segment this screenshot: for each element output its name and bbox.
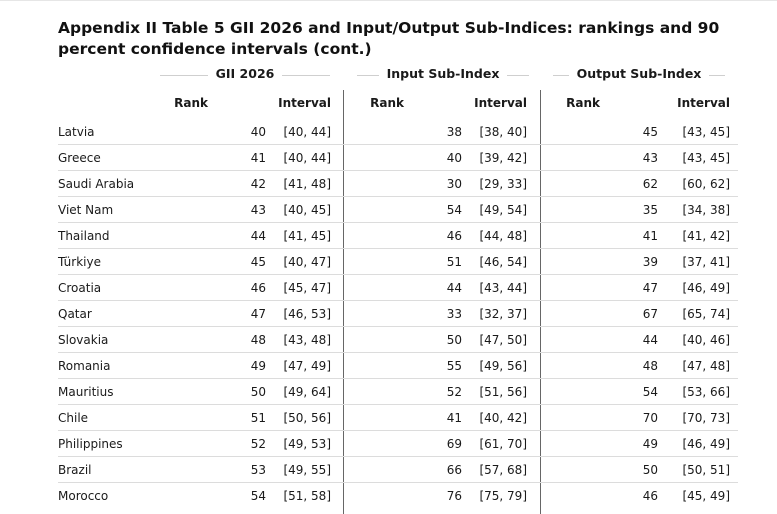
table-row — [58, 145, 738, 171]
country-cell: Greece — [58, 151, 101, 165]
output-rank-cell: 54 — [642, 385, 658, 399]
table-row — [58, 197, 738, 223]
table-row — [58, 327, 738, 353]
output-interval-cell: [60, 62] — [682, 177, 730, 191]
input-interval-cell: [40, 42] — [479, 411, 527, 425]
input-rank-cell: 52 — [446, 385, 462, 399]
table-row — [58, 119, 738, 145]
input-interval-cell: [47, 50] — [479, 333, 527, 347]
output-rank-cell: 48 — [642, 359, 658, 373]
group-header-input — [357, 64, 529, 84]
output-rank-cell: 62 — [642, 177, 658, 191]
input-interval-cell: [75, 79] — [479, 489, 527, 503]
col-header-input-rank: Rank — [370, 96, 404, 110]
gii-interval-cell: [50, 56] — [283, 411, 331, 425]
gii-interval-cell: [45, 47] — [283, 281, 331, 295]
country-cell: Croatia — [58, 281, 102, 295]
table-row — [58, 171, 738, 197]
output-interval-cell: [43, 45] — [682, 125, 730, 139]
table-row — [58, 275, 738, 301]
col-header-output-interval: Interval — [677, 96, 730, 110]
input-interval-cell: [61, 70] — [479, 437, 527, 451]
gii-rank-cell: 48 — [250, 333, 266, 347]
col-header-gii-interval: Interval — [278, 96, 331, 110]
col-header-gii-rank: Rank — [174, 96, 208, 110]
country-cell: Latvia — [58, 125, 95, 139]
output-rank-cell: 47 — [642, 281, 658, 295]
input-interval-cell: [51, 56] — [479, 385, 527, 399]
output-rank-cell: 46 — [642, 489, 658, 503]
gii-rank-cell: 46 — [250, 281, 266, 295]
col-header-input-interval: Interval — [474, 96, 527, 110]
gii-rank-cell: 51 — [250, 411, 266, 425]
input-interval-cell: [57, 68] — [479, 463, 527, 477]
gii-rank-cell: 43 — [250, 203, 266, 217]
output-rank-cell: 39 — [642, 255, 658, 269]
gii-interval-cell: [41, 45] — [283, 229, 331, 243]
gii-rank-cell: 52 — [250, 437, 266, 451]
input-interval-cell: [49, 54] — [479, 203, 527, 217]
output-interval-cell: [70, 73] — [682, 411, 730, 425]
gii-interval-cell: [49, 53] — [283, 437, 331, 451]
gii-interval-cell: [47, 49] — [283, 359, 331, 373]
country-cell: Qatar — [58, 307, 92, 321]
gii-interval-cell: [46, 53] — [283, 307, 331, 321]
gii-interval-cell: [49, 55] — [283, 463, 331, 477]
gii-rank-cell: 44 — [250, 229, 266, 243]
output-rank-cell: 45 — [642, 125, 658, 139]
gii-interval-cell: [49, 64] — [283, 385, 331, 399]
output-interval-cell: [46, 49] — [682, 281, 730, 295]
output-interval-cell: [34, 38] — [682, 203, 730, 217]
gii-rank-cell: 49 — [250, 359, 266, 373]
input-rank-cell: 66 — [446, 463, 462, 477]
country-cell: Brazil — [58, 463, 92, 477]
input-rank-cell: 33 — [446, 307, 462, 321]
gii-interval-cell: [40, 44] — [283, 151, 331, 165]
output-interval-cell: [50, 51] — [682, 463, 730, 477]
gii-rank-cell: 41 — [250, 151, 266, 165]
input-rank-cell: 30 — [446, 177, 462, 191]
input-interval-cell: [29, 33] — [479, 177, 527, 191]
table-row — [58, 223, 738, 249]
table-row — [58, 353, 738, 379]
table-row — [58, 405, 738, 431]
output-rank-cell: 35 — [642, 203, 658, 217]
group-label-output: Output Sub-Index — [569, 66, 710, 81]
output-rank-cell: 41 — [642, 229, 658, 243]
gii-interval-cell: [41, 48] — [283, 177, 331, 191]
country-cell: Thailand — [58, 229, 110, 243]
table-row — [58, 483, 738, 509]
country-cell: Türkiye — [58, 255, 101, 269]
output-interval-cell: [43, 45] — [682, 151, 730, 165]
output-interval-cell: [53, 66] — [682, 385, 730, 399]
output-interval-cell: [41, 42] — [682, 229, 730, 243]
country-cell: Slovakia — [58, 333, 109, 347]
input-rank-cell: 41 — [446, 411, 462, 425]
input-rank-cell: 54 — [446, 203, 462, 217]
input-rank-cell: 55 — [446, 359, 462, 373]
table-row — [58, 301, 738, 327]
country-cell: Romania — [58, 359, 111, 373]
gii-interval-cell: [43, 48] — [283, 333, 331, 347]
gii-rank-cell: 47 — [250, 307, 266, 321]
output-rank-cell: 50 — [642, 463, 658, 477]
country-cell: Mauritius — [58, 385, 114, 399]
input-interval-cell: [43, 44] — [479, 281, 527, 295]
output-rank-cell: 49 — [642, 437, 658, 451]
gii-interval-cell: [40, 47] — [283, 255, 331, 269]
input-rank-cell: 40 — [446, 151, 462, 165]
gii-interval-cell: [40, 44] — [283, 125, 331, 139]
table-title: Appendix II Table 5 GII 2026 and Input/Output Sub-Indices: rankings and 90 percent confidence intervals (cont.) — [58, 19, 720, 58]
table-row — [58, 431, 738, 457]
gii-interval-cell: [51, 58] — [283, 489, 331, 503]
table-row — [58, 249, 738, 275]
gii-rank-cell: 50 — [250, 385, 266, 399]
output-rank-cell: 43 — [642, 151, 658, 165]
input-rank-cell: 38 — [446, 125, 462, 139]
country-cell: Viet Nam — [58, 203, 114, 217]
group-label-gii: GII 2026 — [208, 66, 283, 81]
input-interval-cell: [38, 40] — [479, 125, 527, 139]
input-rank-cell: 44 — [446, 281, 462, 295]
gii-interval-cell: [40, 45] — [283, 203, 331, 217]
output-interval-cell: [40, 46] — [682, 333, 730, 347]
group-header-gii — [160, 64, 330, 84]
top-border — [0, 0, 777, 1]
group-label-input: Input Sub-Index — [379, 66, 508, 81]
input-rank-cell: 51 — [446, 255, 462, 269]
output-rank-cell: 44 — [642, 333, 658, 347]
input-interval-cell: [46, 54] — [479, 255, 527, 269]
output-interval-cell: [65, 74] — [682, 307, 730, 321]
gii-rank-cell: 53 — [250, 463, 266, 477]
output-interval-cell: [47, 48] — [682, 359, 730, 373]
country-cell: Chile — [58, 411, 89, 425]
input-rank-cell: 69 — [446, 437, 462, 451]
input-interval-cell: [32, 37] — [479, 307, 527, 321]
input-rank-cell: 76 — [446, 489, 462, 503]
gii-rank-cell: 42 — [250, 177, 266, 191]
output-interval-cell: [37, 41] — [682, 255, 730, 269]
gii-rank-cell: 45 — [250, 255, 266, 269]
group-header-output — [553, 64, 725, 84]
country-cell: Morocco — [58, 489, 109, 503]
gii-rank-cell: 40 — [250, 125, 266, 139]
input-interval-cell: [39, 42] — [479, 151, 527, 165]
gii-rank-cell: 54 — [250, 489, 266, 503]
input-interval-cell: [44, 48] — [479, 229, 527, 243]
input-interval-cell: [49, 56] — [479, 359, 527, 373]
col-header-output-rank: Rank — [566, 96, 600, 110]
country-cell: Philippines — [58, 437, 123, 451]
table-row — [58, 379, 738, 405]
output-rank-cell: 70 — [642, 411, 658, 425]
input-rank-cell: 46 — [446, 229, 462, 243]
table-body — [58, 119, 738, 509]
output-rank-cell: 67 — [642, 307, 658, 321]
country-cell: Saudi Arabia — [58, 177, 135, 191]
table-row — [58, 457, 738, 483]
output-interval-cell: [45, 49] — [682, 489, 730, 503]
output-interval-cell: [46, 49] — [682, 437, 730, 451]
input-rank-cell: 50 — [446, 333, 462, 347]
